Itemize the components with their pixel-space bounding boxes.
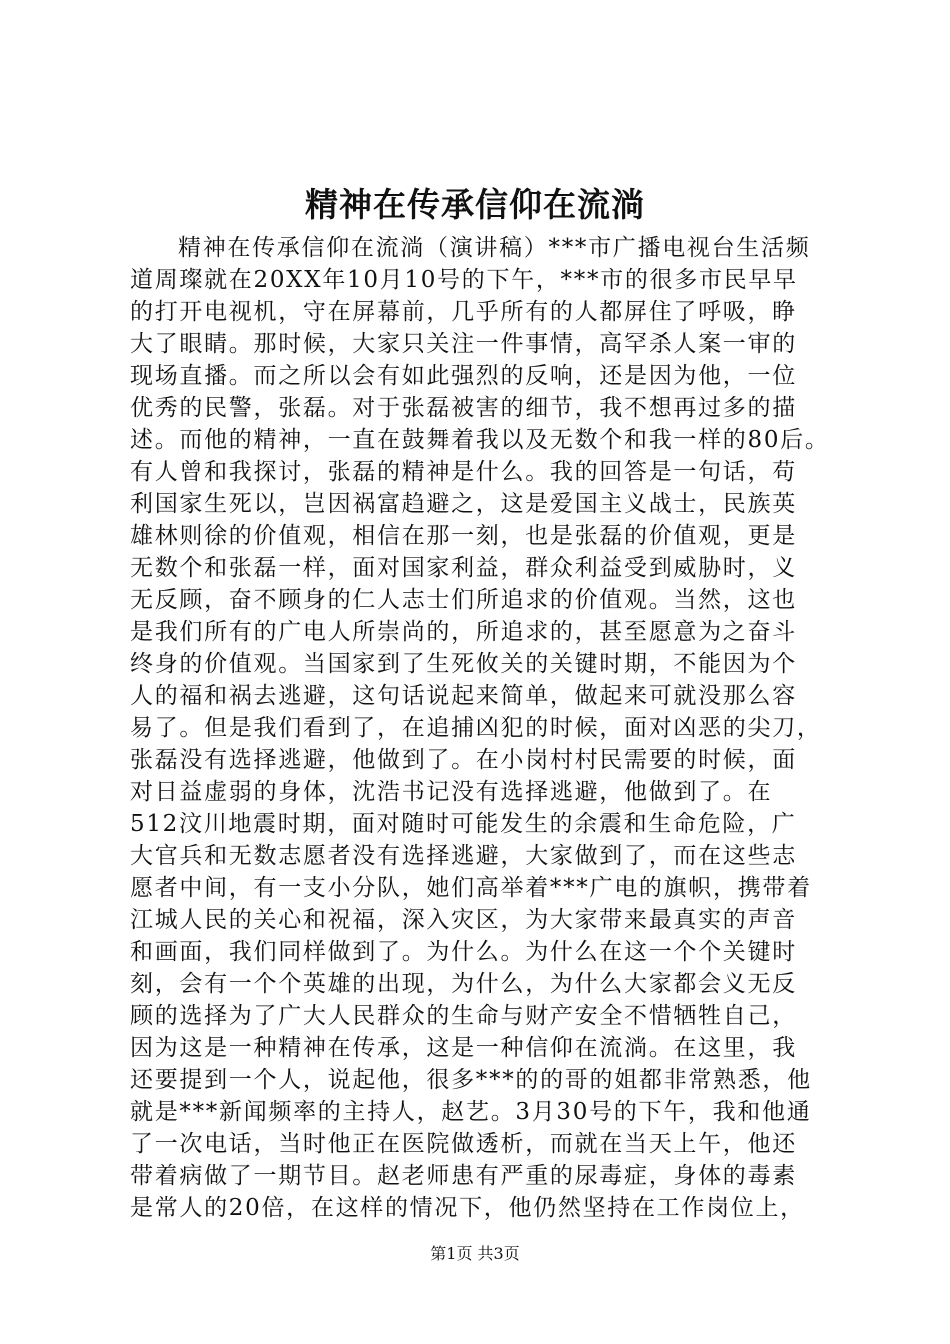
body-line: 大官兵和无数志愿者没有选择逃避，大家做到了，而在这些志 <box>130 843 797 869</box>
document-body <box>130 232 848 1224</box>
body-line: 和画面，我们同样做到了。为什么。为什么在这一个个关键时 <box>130 939 797 965</box>
body-line: 道周璨就在20XX年10月10号的下午，***市的很多市民早早 <box>130 267 798 293</box>
page-footer: 第1页 共3页 <box>430 1244 520 1263</box>
body-line: 顾的选择为了广大人民群众的生命与财产安全不惜牺牲自己， <box>130 1003 797 1029</box>
body-line: 带着病做了一期节目。赵老师患有严重的尿毒症，身体的毒素 <box>130 1163 797 1189</box>
body-line: 张磊没有选择逃避，他做到了。在小岗村村民需要的时候，面 <box>130 747 797 773</box>
body-line: 有人曾和我探讨，张磊的精神是什么。我的回答是一句话，苟 <box>130 459 797 485</box>
body-line: 愿者中间，有一支小分队，她们高举着***广电的旗帜，携带着 <box>130 875 812 901</box>
body-line: 精神在传承信仰在流淌（演讲稿）***市广播电视台生活频 <box>178 235 811 261</box>
body-line: 优秀的民警，张磊。对于张磊被害的细节，我不想再过多的描 <box>130 395 797 421</box>
body-line: 对日益虚弱的身体，沈浩书记没有选择逃避，他做到了。在 <box>130 779 773 805</box>
body-line: 刻，会有一个个英雄的出现，为什么，为什么大家都会义无反 <box>130 971 797 997</box>
body-line: 人的福和祸去逃避，这句话说起来简单，做起来可就没那么容 <box>130 683 797 709</box>
body-line: 利国家生死以，岂因祸富趋避之，这是爱国主义战士，民族英 <box>130 491 797 517</box>
body-line: 雄林则徐的价值观，相信在那一刻，也是张磊的价值观，更是 <box>130 523 797 549</box>
body-line: 终身的价值观。当国家到了生死攸关的关键时期，不能因为个 <box>130 651 797 677</box>
body-line: 现场直播。而之所以会有如此强烈的反响，还是因为他，一位 <box>130 363 797 389</box>
body-line: 是我们所有的广电人所崇尚的，所追求的，甚至愿意为之奋斗 <box>130 619 797 645</box>
body-line: 无反顾，奋不顾身的仁人志士们所追求的价值观。当然，这也 <box>130 587 797 613</box>
body-line: 因为这是一种精神在传承，这是一种信仰在流淌。在这里，我 <box>130 1035 797 1061</box>
body-line: 就是***新闻频率的主持人，赵艺。3月30号的下午，我和他通 <box>130 1099 812 1125</box>
body-line: 是常人的20倍，在这样的情况下，他仍然坚持在工作岗位上， <box>130 1195 805 1221</box>
document-title: 精神在传承信仰在流淌 <box>305 185 645 224</box>
body-line: 了一次电话，当时他正在医院做透析，而就在当天上午，他还 <box>130 1131 797 1157</box>
body-line: 512汶川地震时期，面对随时可能发生的余震和生命危险，广 <box>130 811 797 837</box>
body-line: 易了。但是我们看到了，在追捕凶犯的时候，面对凶恶的尖刀， <box>130 715 822 741</box>
body-line: 无数个和张磊一样，面对国家利益，群众利益受到威胁时，义 <box>130 555 797 581</box>
body-line: 述。而他的精神，一直在鼓舞着我以及无数个和我一样的80后。 <box>130 427 830 453</box>
body-line: 大了眼睛。那时候，大家只关注一件事情，高罕杀人案一审的 <box>130 331 797 357</box>
body-line: 的打开电视机，守在屏幕前，几乎所有的人都屏住了呼吸，睁 <box>130 299 797 325</box>
body-line: 江城人民的关心和祝福，深入灾区，为大家带来最真实的声音 <box>130 907 797 933</box>
body-line: 还要提到一个人，说起他，很多***的的哥的姐都非常熟悉，他 <box>130 1067 812 1093</box>
